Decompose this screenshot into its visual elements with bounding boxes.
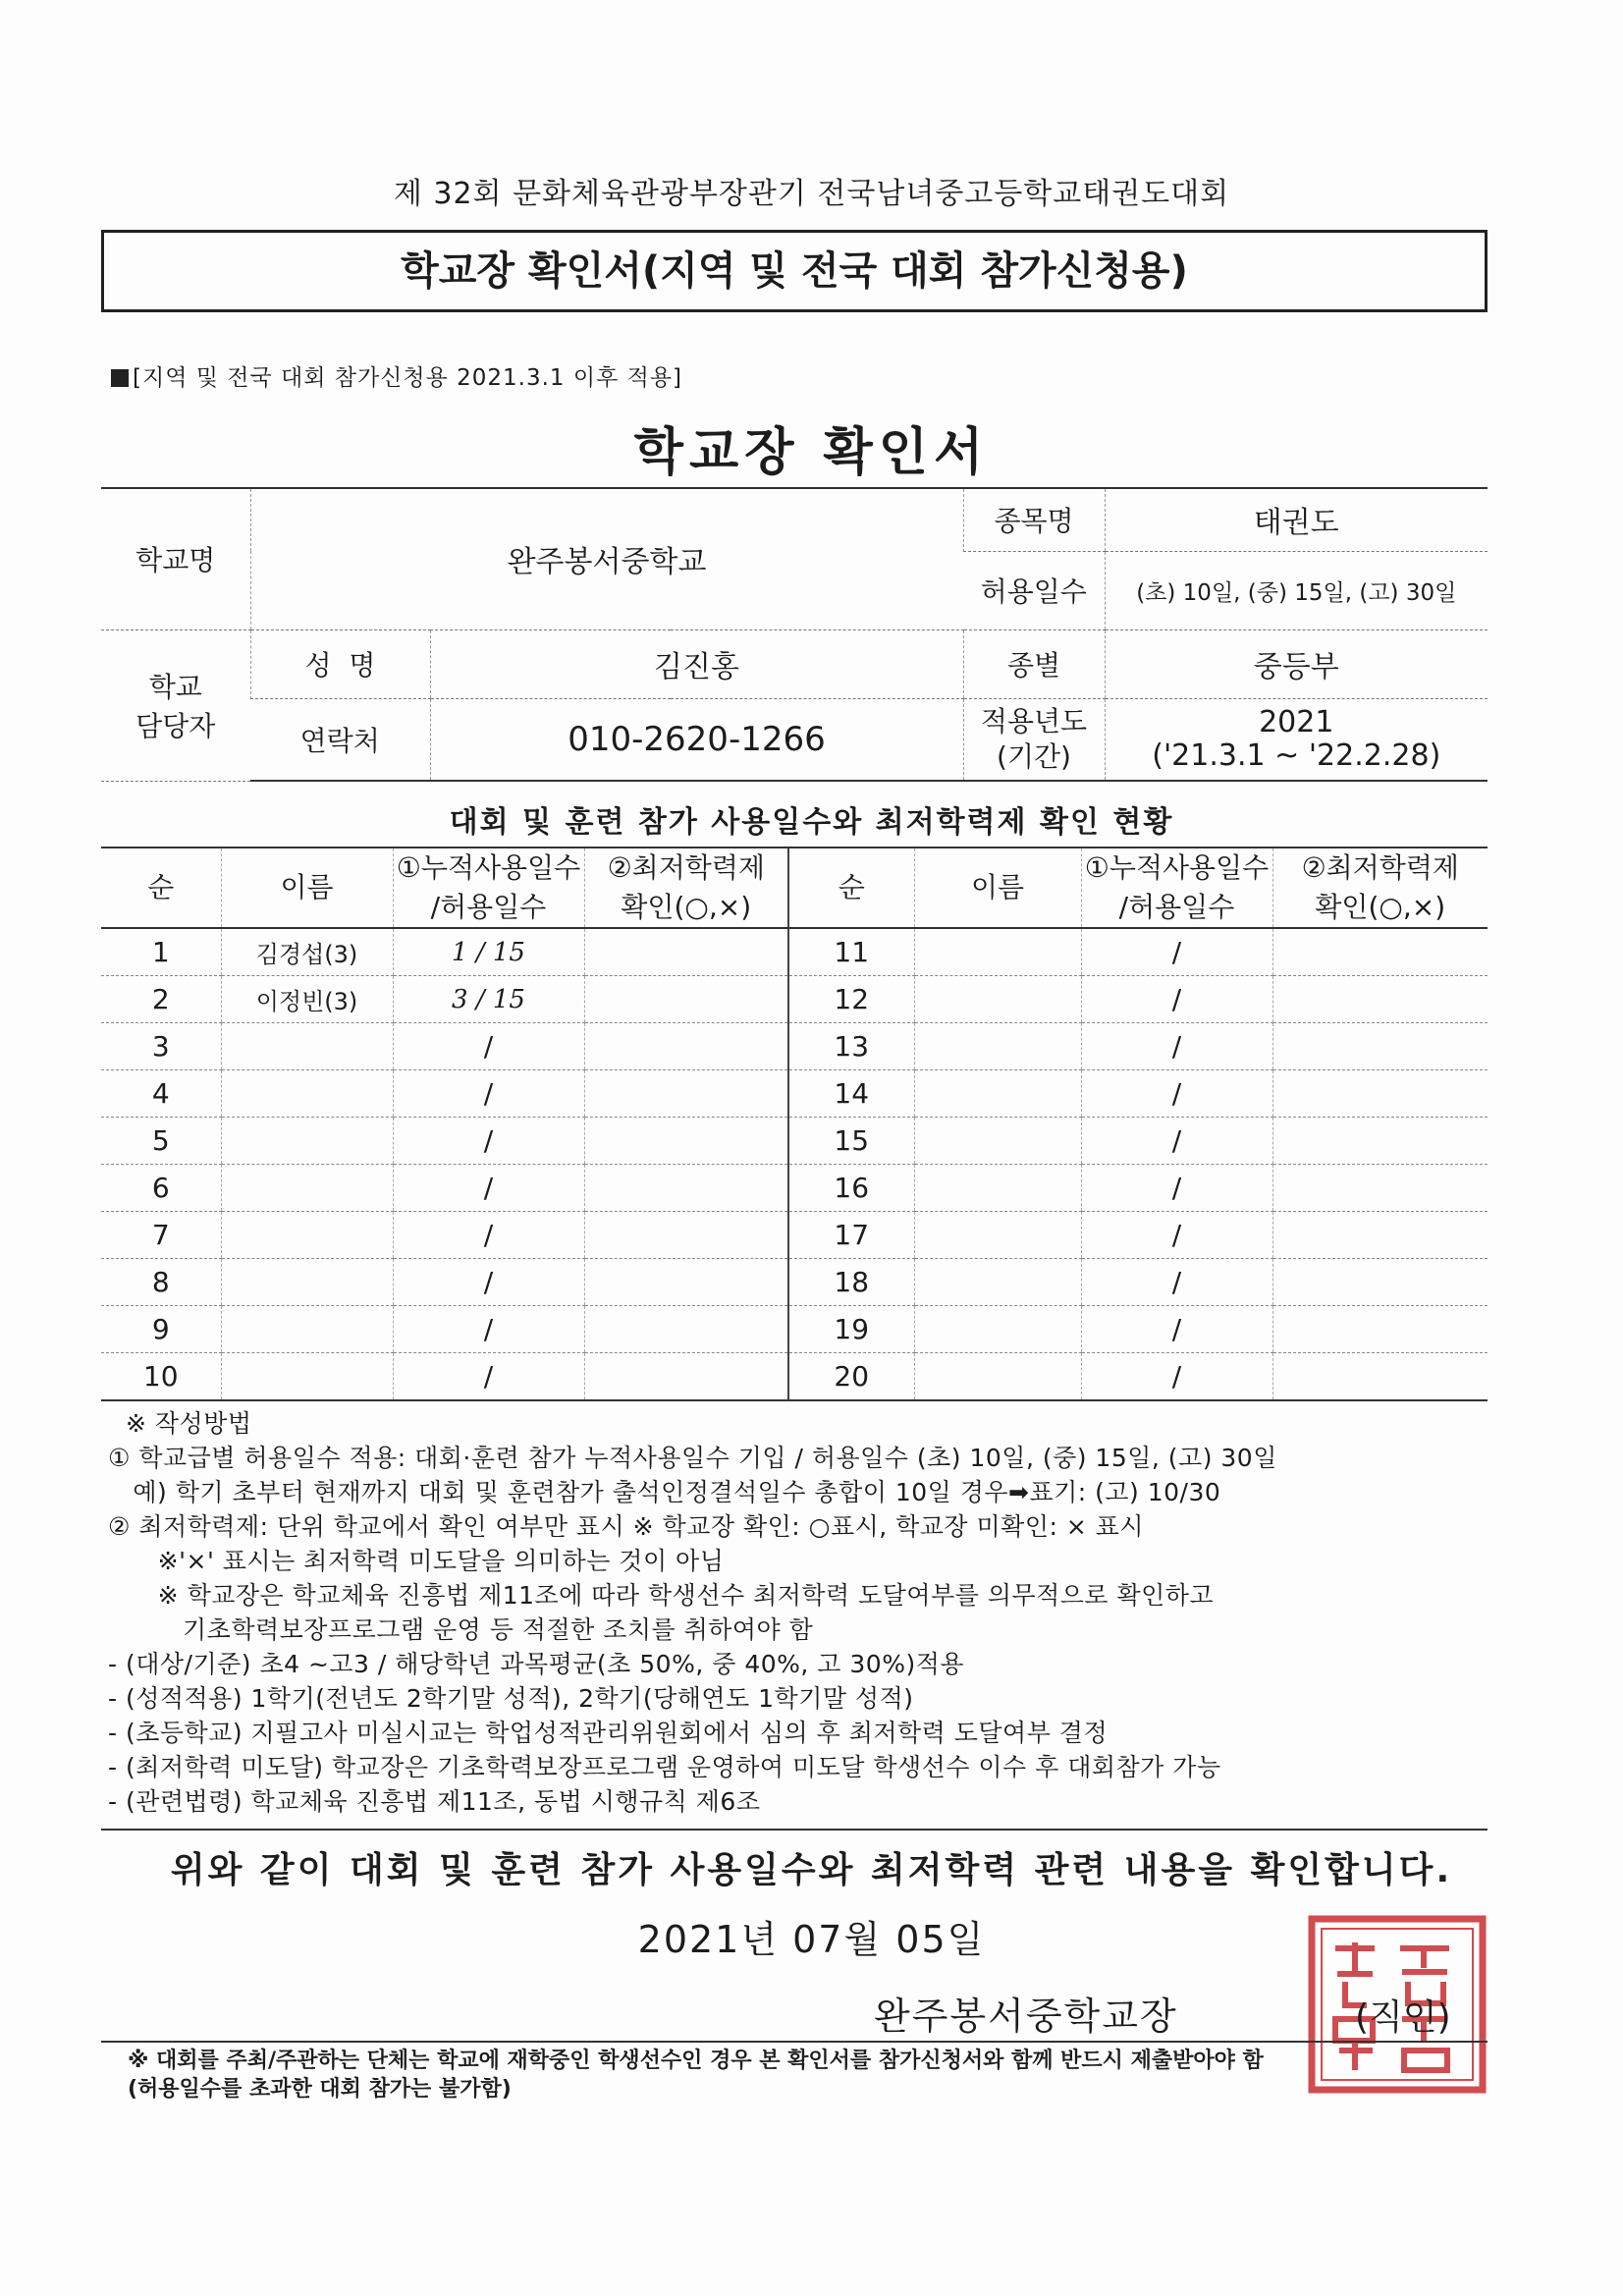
row-check: [584, 1165, 788, 1212]
table-row: [101, 1259, 1488, 1306]
instructions-lines: [108, 1441, 1277, 1819]
instruction-line: ① 학교급별 허용일수 적용: 대회·훈련 참가 누적사용일수 기입 / 허용일수 (초) 10일, (중) 15일, (고) 30일: [108, 1444, 1277, 1472]
instructions: [108, 1406, 1277, 1819]
row-name: [221, 1118, 393, 1165]
row-check: [584, 928, 788, 976]
row-days: /: [1081, 1212, 1272, 1259]
header-days-right-line1: ①누적사용일수: [1084, 851, 1270, 884]
row-check: [1272, 1306, 1488, 1353]
row-check: [584, 1259, 788, 1306]
footnote-line-1: ※ 대회를 주최/주관하는 단체는 학교에 재학중인 학생선수인 경우 본 확인서를 참가신청서와 함께 반드시 제출받아야 함: [128, 2049, 1264, 2073]
row-check: [1272, 976, 1488, 1023]
row-name: [221, 1070, 393, 1118]
row-no: 4: [101, 1070, 221, 1118]
row-check: [584, 1353, 788, 1401]
header-grade-right-line1: ②최저학력제: [1301, 851, 1459, 884]
table-header-row: [101, 847, 1488, 928]
instruction-line: ② 최저학력제: 단위 학교에서 확인 여부만 표시 ※ 학교장 확인: ○표시, 학교장 미확인: × 표시: [108, 1512, 1145, 1541]
row-no: 2: [101, 976, 221, 1023]
row-no: 11: [788, 928, 914, 976]
sport-value: 태권도: [1105, 488, 1488, 551]
row-days: /: [1081, 928, 1272, 976]
instruction-line: - (관련법령) 학교체육 진흥법 제11조, 동법 시행규칙 제6조: [108, 1787, 761, 1816]
person-name-value: 김진홍: [430, 629, 963, 698]
row-no: 9: [101, 1306, 221, 1353]
row-days: /: [393, 1070, 584, 1118]
row-no: 19: [788, 1306, 914, 1353]
row-name: [221, 1212, 393, 1259]
row-days: /: [393, 1165, 584, 1212]
header-name: 이름: [221, 847, 393, 928]
instruction-line: ※'×' 표시는 최저학력 미도달을 의미하는 것이 아님: [108, 1547, 725, 1575]
header-no-right: 순: [788, 847, 914, 928]
table-row: [101, 1306, 1488, 1353]
row-name: [914, 1165, 1081, 1212]
row-name: [914, 1118, 1081, 1165]
row-days: /: [1081, 1353, 1272, 1401]
row-name: [914, 976, 1081, 1023]
year-text: 2021: [1259, 704, 1334, 739]
footnote: [128, 2047, 1264, 2104]
instruction-line: ※ 학교장은 학교체육 진흥법 제11조에 따라 학생선수 최저학력 도달여부를 의무적으로 확인하고: [108, 1581, 1215, 1610]
row-days: /: [393, 1353, 584, 1401]
row-days: 3 / 15: [393, 976, 584, 1023]
divider: [101, 1829, 1488, 1831]
row-no: 20: [788, 1353, 914, 1401]
row-name: [221, 1165, 393, 1212]
row-check: [1272, 1259, 1488, 1306]
row-days: /: [1081, 1165, 1272, 1212]
instruction-line: - (최저학력 미도달) 학교장은 기초학력보장프로그램 운영하여 미도달 학생선수 이수 후 대회참가 가능: [108, 1753, 1221, 1781]
black-square-icon: [111, 369, 129, 387]
year-label-line2: (기간): [997, 739, 1071, 773]
header-days-right: [1081, 847, 1272, 928]
row-check: [584, 1212, 788, 1259]
row-no: 17: [788, 1212, 914, 1259]
row-days: /: [393, 1118, 584, 1165]
instruction-line: 기초학력보장프로그램 운영 등 적절한 조치를 취하여야 함: [108, 1615, 814, 1644]
year-label-line1: 적용년도: [980, 704, 1088, 738]
row-no: 12: [788, 976, 914, 1023]
row-name: 이정빈(3): [221, 976, 393, 1023]
table-row: [101, 1165, 1488, 1212]
row-check: [584, 1118, 788, 1165]
contact-person-label: [101, 629, 250, 781]
form-boxed-title: 학교장 확인서(지역 및 전국 대회 참가신청용): [101, 230, 1488, 312]
allowed-days-value: (초) 10일, (중) 15일, (고) 30일: [1105, 551, 1488, 629]
footnote-line-2: (허용일수를 초과한 대회 참가는 불가함): [128, 2077, 512, 2102]
row-days: /: [393, 1306, 584, 1353]
row-no: 10: [101, 1353, 221, 1401]
row-days: /: [1081, 1070, 1272, 1118]
usage-table: [101, 847, 1488, 1401]
notice-text: [지역 및 전국 대회 참가신청용 2021.3.1 이후 적용]: [133, 365, 683, 391]
year-value: [1105, 698, 1488, 781]
header-grade-right: [1272, 847, 1488, 928]
header-grade: [584, 847, 788, 928]
row-check: [1272, 1070, 1488, 1118]
competition-title: 제 32회 문화체육관광부장관기 전국남녀중고등학교태권도대회: [393, 177, 1230, 211]
instruction-line: 예) 학기 초부터 현재까지 대회 및 훈련참가 출석인정결석일수 총합이 10일 경우➡표기: (고) 10/30: [108, 1478, 1221, 1506]
row-check: [1272, 1353, 1488, 1401]
row-no: 1: [101, 928, 221, 976]
row-no: 6: [101, 1165, 221, 1212]
instructions-title: ※ 작성방법: [126, 1409, 252, 1438]
row-name: [914, 1023, 1081, 1070]
row-no: 14: [788, 1070, 914, 1118]
row-name: [914, 1306, 1081, 1353]
table-row: [101, 1070, 1488, 1118]
phone-value: 010-2620-1266: [430, 698, 963, 781]
row-name: [221, 1259, 393, 1306]
header-name-right: 이름: [914, 847, 1081, 928]
row-check: [1272, 1165, 1488, 1212]
instruction-line: - (성적적용) 1학기(전년도 2학기말 성적), 2학기(당해연도 1학기말 성적): [108, 1684, 914, 1713]
row-no: 7: [101, 1212, 221, 1259]
issue-date: 2021년 07월 05일: [637, 1918, 986, 1961]
row-no: 5: [101, 1118, 221, 1165]
row-days: /: [1081, 1306, 1272, 1353]
header-days-line2: /허용일수: [430, 891, 547, 923]
header-grade-right-line2: 확인(○,×): [1315, 891, 1446, 923]
row-days: /: [393, 1023, 584, 1070]
table-row: [101, 1023, 1488, 1070]
school-name-value: 완주봉서중학교: [250, 488, 963, 629]
section-title: 대회 및 훈련 참가 사용일수와 최저학력제 확인 현황: [449, 805, 1174, 840]
allowed-days-label: 허용일수: [963, 551, 1105, 629]
principal-name: 완주봉서중학교장: [874, 1995, 1178, 2038]
row-no: 18: [788, 1259, 914, 1306]
row-days: 1 / 15: [393, 928, 584, 976]
row-days: /: [393, 1259, 584, 1306]
period-text: ('21.3.1 ~ '22.2.28): [1152, 738, 1441, 773]
division-value: 중등부: [1105, 629, 1488, 698]
header-days-line1: ①누적사용일수: [396, 851, 581, 884]
row-no: 3: [101, 1023, 221, 1070]
row-days: /: [393, 1212, 584, 1259]
row-name: [221, 1306, 393, 1353]
row-no: 16: [788, 1165, 914, 1212]
row-name: [914, 1212, 1081, 1259]
notice-line: [111, 359, 682, 392]
instruction-line: - (대상/기준) 초4 ~고3 / 해당학년 과목평균(초 50%, 중 40%, 고 30%)적용: [108, 1650, 964, 1678]
row-check: [584, 1023, 788, 1070]
sport-label: 종목명: [963, 488, 1105, 551]
row-name: [914, 1353, 1081, 1401]
row-check: [1272, 928, 1488, 976]
instruction-line: - (초등학교) 지필고사 미실시교는 학업성적관리위원회에서 심의 후 최저학력 도달여부 결정: [108, 1719, 1109, 1747]
row-days: /: [1081, 1023, 1272, 1070]
row-no: 8: [101, 1259, 221, 1306]
row-days: /: [1081, 976, 1272, 1023]
table-row: [101, 928, 1488, 976]
row-name: [914, 1259, 1081, 1306]
row-check: [584, 1070, 788, 1118]
row-check: [584, 1306, 788, 1353]
row-no: 13: [788, 1023, 914, 1070]
division-label: 종별: [963, 629, 1105, 698]
row-days: /: [1081, 1118, 1272, 1165]
row-check: [1272, 1212, 1488, 1259]
row-name: [914, 928, 1081, 976]
person-name-label: 성 명: [250, 629, 430, 698]
row-check: [1272, 1118, 1488, 1165]
phone-label: 연락처: [250, 698, 430, 781]
page-title: 학교장 확인서: [633, 423, 990, 482]
header-no: 순: [101, 847, 221, 928]
row-name: [221, 1353, 393, 1401]
row-check: [584, 976, 788, 1023]
row-no: 15: [788, 1118, 914, 1165]
school-info-table: [101, 487, 1488, 782]
header-grade-line2: 확인(○,×): [621, 891, 752, 923]
row-name: [914, 1070, 1081, 1118]
header-days-right-line2: /허용일수: [1118, 891, 1235, 923]
year-label: [963, 698, 1105, 781]
row-name: 김경섭(3): [221, 928, 393, 976]
table-row: [101, 976, 1488, 1023]
table-row: [101, 1212, 1488, 1259]
footer-divider: [101, 2041, 1488, 2043]
seal-label: (직인): [1355, 1997, 1451, 2038]
table-row: [101, 1353, 1488, 1401]
confirmation-statement: 위와 같이 대회 및 훈련 참가 사용일수와 최저학력 관련 내용을 확인합니다.: [170, 1850, 1453, 1890]
header-days: [393, 847, 584, 928]
table-row: [101, 1118, 1488, 1165]
school-name-label: 학교명: [101, 488, 250, 629]
row-name: [221, 1023, 393, 1070]
contact-person-label-line2: 담당자: [135, 710, 216, 742]
row-days: /: [1081, 1259, 1272, 1306]
row-check: [1272, 1023, 1488, 1070]
header-grade-line1: ②최저학력제: [607, 851, 765, 884]
contact-person-label-line1: 학교: [148, 671, 202, 703]
